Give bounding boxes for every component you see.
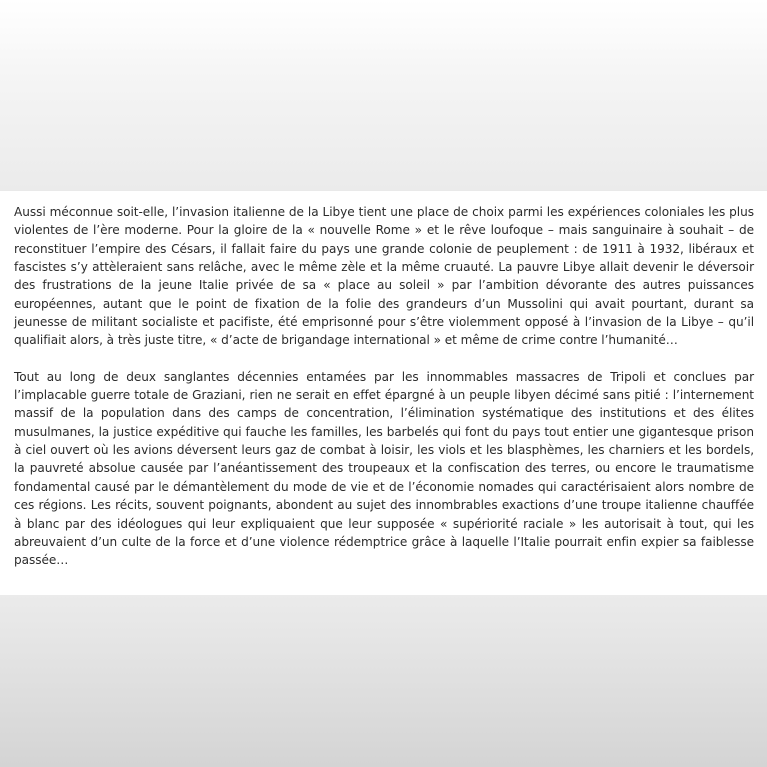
paragraph-1: Aussi méconnue soit-elle, l’invasion italienne de la Libye tient une place de choix parmi les expériences coloniales les plus violentes de l’ère moderne. Pour la gloire de la « nouvelle Rome » et le rêve loufoque – mais sanguinaire à souhait – de reconstituer l’empire des Césars, il fallait faire du pays une grande colonie de peuplement : de 1911 à 1932, libéraux et fascistes s’y attèleraient sans relâche, avec le même zèle et la même cruauté. La pauvre Libye allait devenir le déversoir des frustrations de la jeune Italie privée de sa « place au soleil » par l’ambition dévorante des autres puissances européennes, autant que le point de fixation de la folie des grandeurs d’un Mussolini qui avait pourtant, durant sa jeunesse de militant socialiste et pacifiste, été emprisonné pour s’être violemment opposé à l’invasion de la Libye – qu’il qualifiait alors, à très juste titre, « d’acte de brigandage international » et même de crime contre l’humanité… xyxy=(14,205,754,348)
bottom-background xyxy=(0,595,767,767)
paragraph-2: Tout au long de deux sanglantes décennies entamées par les innommables massacres de Tripoli et conclues par l’implacable guerre totale de Graziani, rien ne serait en effet épargné à un peuple libyen décimé sans pitié : l’internement massif de la population dans des camps de concentration, l’élimination systématique des institutions et des élites musulmanes, la justice expéditive qui fauche les familles, les barbelés qui font du pays tout entier une gigantesque prison à ciel ouvert où les avions déversent leurs gaz de combat à loisir, les viols et les blasphèmes, les charniers et les bordels, la pauvreté absolue causée par l’anéantissement des troupeaux et la confiscation des terres, ou encore le traumatisme fondamental causé par le démantèlement du mode de vie et de l’économie nomades qui caractérisaient alors nombre de ces régions. Les récits, souvent poignants, abondent au sujet des innombrables exactions d’une troupe italienne chauffée à blanc par des idéologues qui leur expliquaient que leur supposée « supériorité raciale » les autorisait à tout, qui les abreuvaient d’un culte de la force et d’une violence rédemptrice grâce à laquelle l’Italie pourrait enfin expier sa faiblesse passée… xyxy=(14,369,754,568)
top-background xyxy=(0,0,767,190)
article-text-block xyxy=(0,191,767,595)
